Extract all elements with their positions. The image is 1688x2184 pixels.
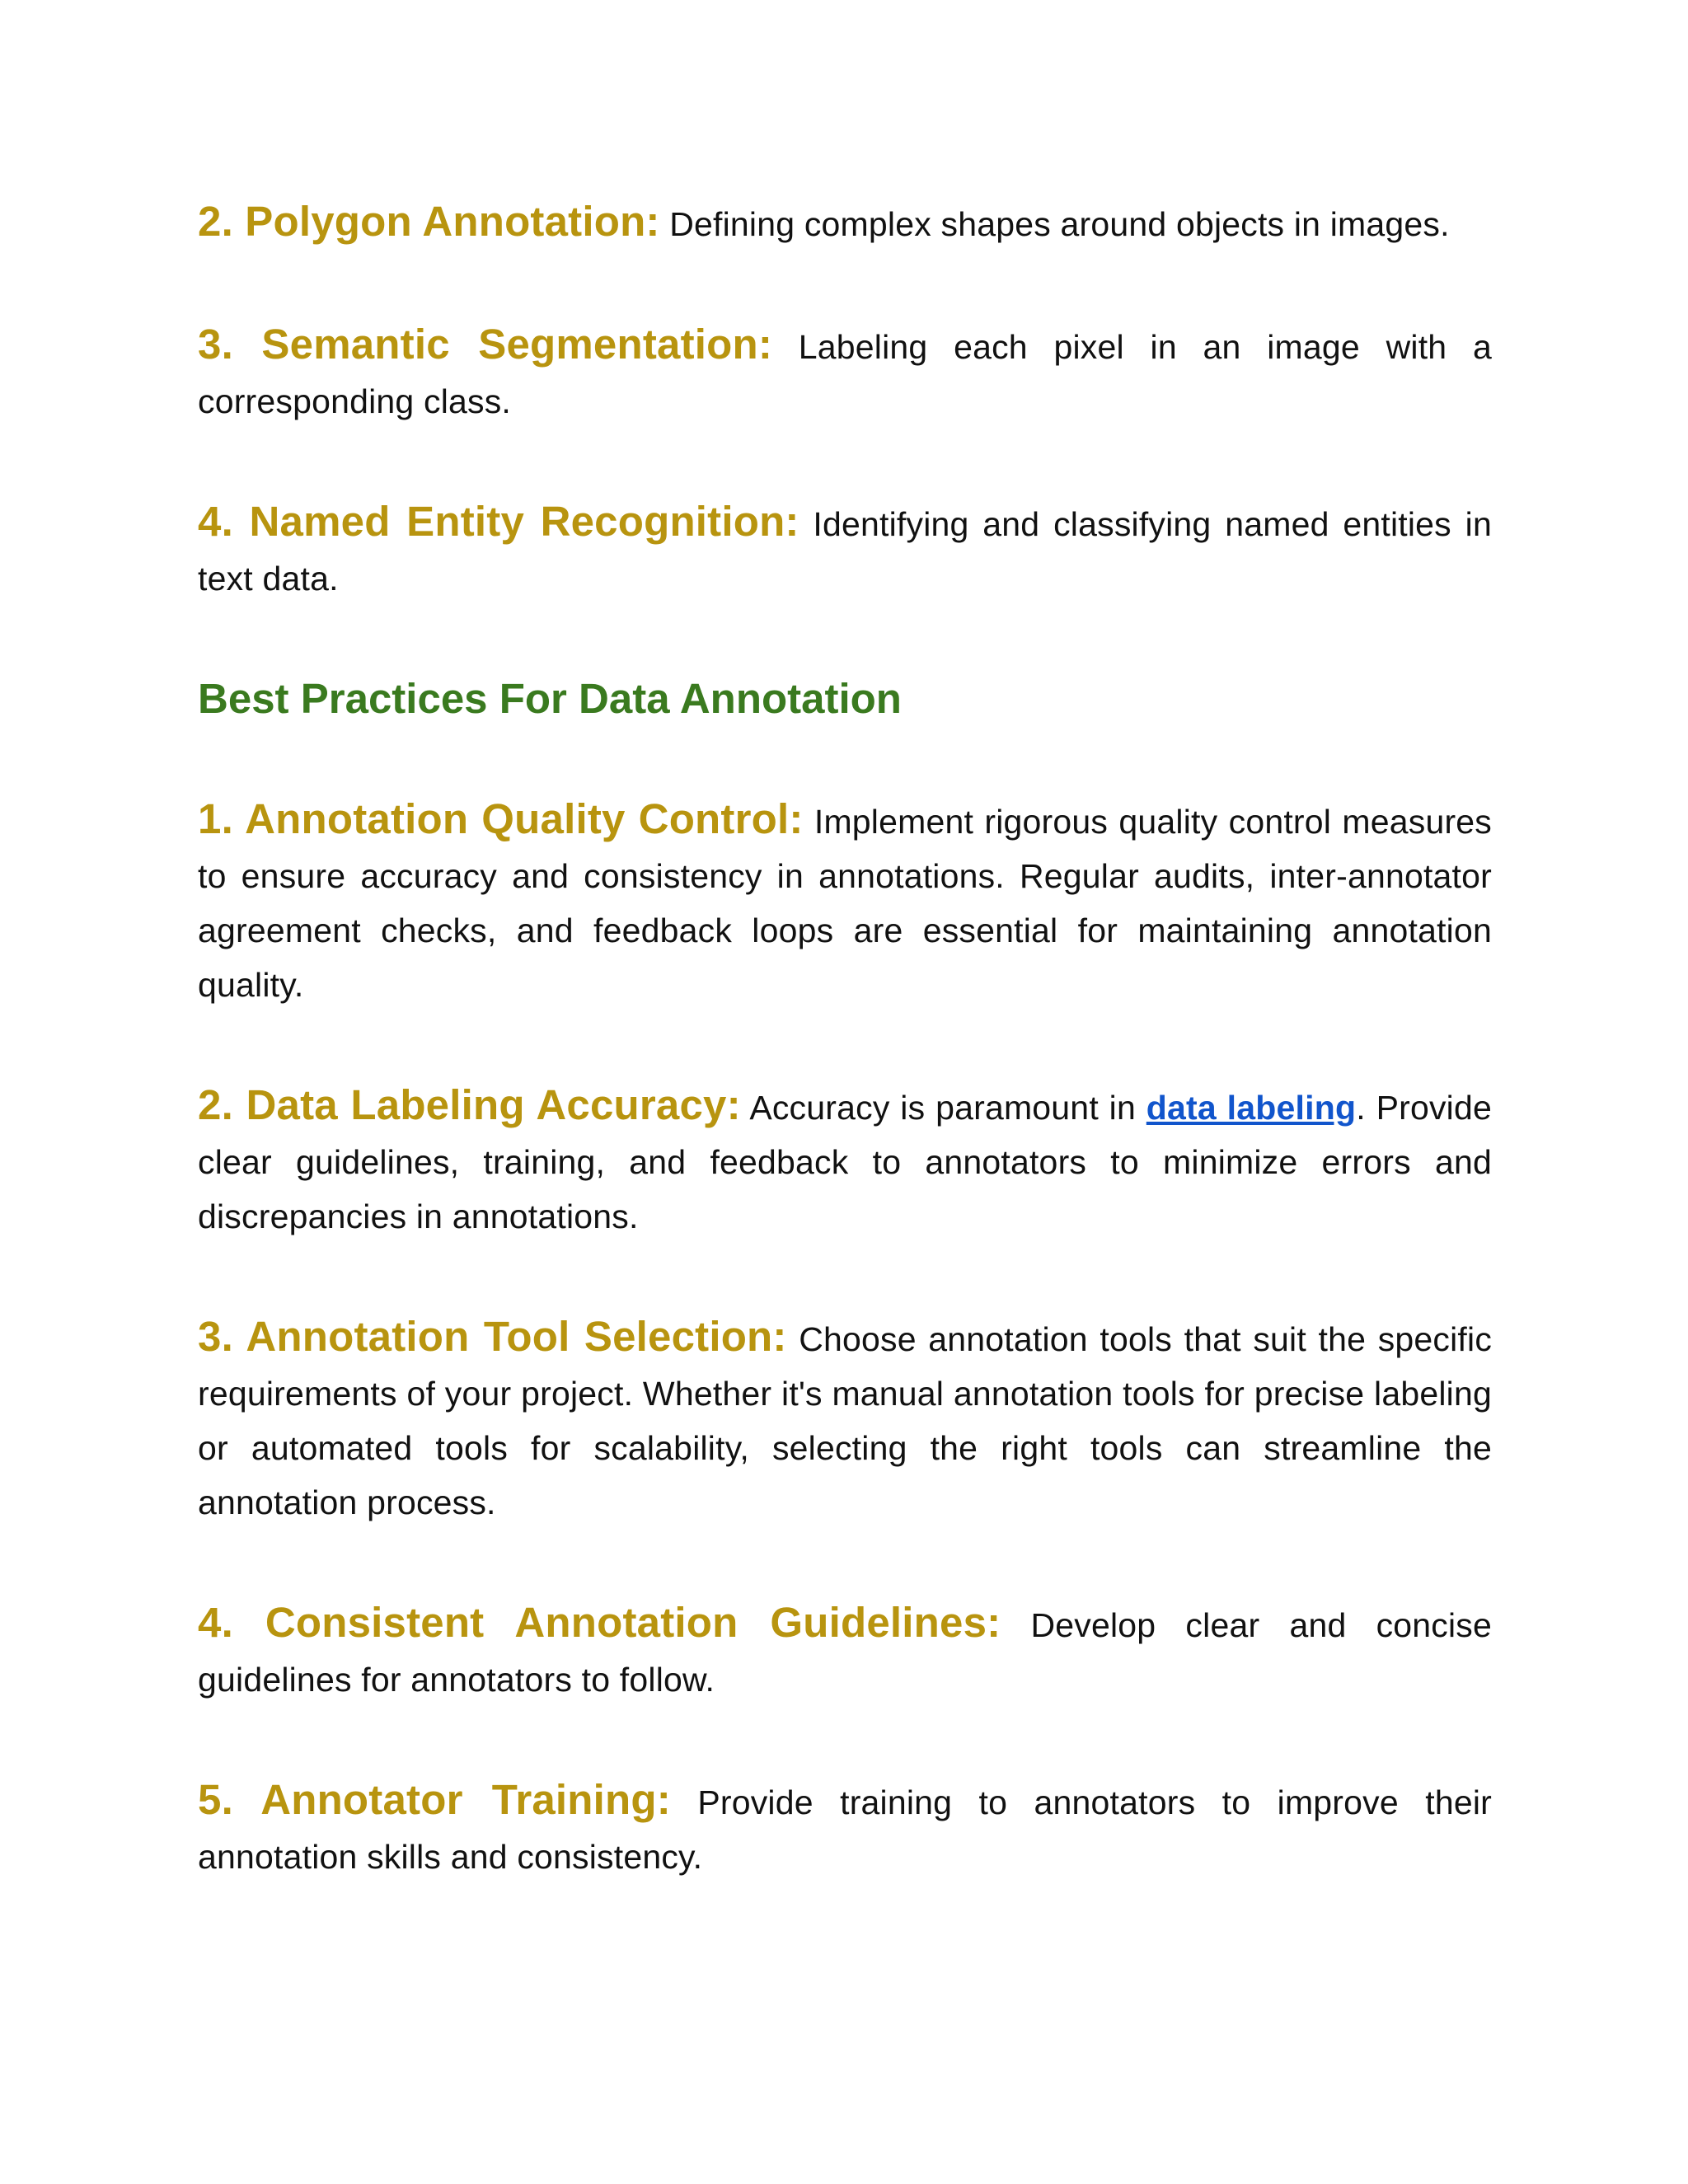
item-text-after-link: . Provide clear guidelines, training, and feedback to annotators to minimize errors and discrepancies in annotations. [198, 1089, 1492, 1235]
item-text: Provide training to annotators to improve their annotation skills and consistency. [198, 1783, 1493, 1876]
item-text: Implement rigorous quality control measures to ensure accuracy and consistency in annotations. Regular audits, inter-annotator agreement checks, and feedback loops are essential for maintaining annotation quality. [198, 803, 1493, 1004]
section-heading: Best Practices For Data Annotation [198, 675, 902, 722]
item-label: 2. Data Labeling Accuracy: [198, 1081, 741, 1128]
data-labeling-link[interactable]: data labeling [1146, 1089, 1357, 1127]
item-label: 3. Semantic Segmentation: [198, 321, 773, 368]
document-page [198, 194, 1492, 1950]
item-text: Develop clear and concise guidelines for annotators to follow. [198, 1606, 1493, 1699]
list-item-labeling-accuracy [198, 1078, 1492, 1244]
item-label: 4. Named Entity Recognition: [198, 498, 799, 545]
item-text-before-link: Accuracy is paramount in [749, 1089, 1136, 1127]
list-item-polygon-annotation [198, 194, 1492, 251]
item-label: 2. Polygon Annotation: [198, 198, 660, 245]
item-text: Identifying and classifying named entities in text data. [198, 505, 1492, 598]
list-item-quality-control [198, 792, 1492, 1012]
list-item-consistent-guidelines [198, 1596, 1492, 1707]
item-label: 4. Consistent Annotation Guidelines: [198, 1599, 1001, 1646]
item-text: Labeling each pixel in an image with a corresponding class. [198, 328, 1493, 420]
list-item-annotator-training [198, 1773, 1492, 1884]
list-item-tool-selection [198, 1310, 1492, 1530]
item-label: 5. Annotator Training: [198, 1776, 671, 1823]
item-text: Choose annotation tools that suit the specific requirements of your project. Whether it's manual annotation tools for precise labeling or automated tools for scalability, selecting the right tools can streamline the annotation process. [198, 1320, 1493, 1521]
item-label: 1. Annotation Quality Control: [198, 795, 804, 842]
list-item-named-entity-recognition [198, 494, 1492, 606]
list-item-semantic-segmentation [198, 317, 1492, 429]
item-label: 3. Annotation Tool Selection: [198, 1313, 787, 1360]
item-text: Defining complex shapes around objects in images. [669, 205, 1450, 243]
